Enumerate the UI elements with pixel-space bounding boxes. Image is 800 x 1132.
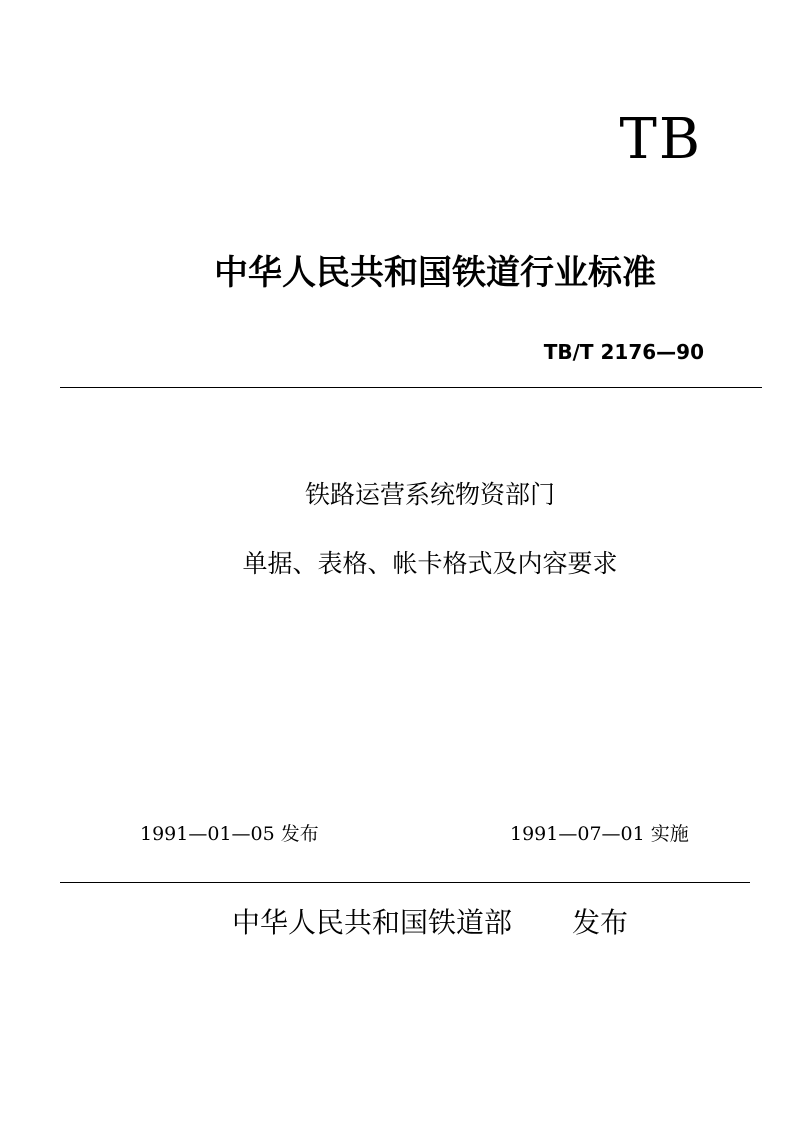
industry-standard-title: 中华人民共和国铁道行业标准 (214, 253, 656, 293)
issue-date: 1991—01—05 发布 (140, 823, 319, 845)
top-divider (60, 387, 762, 388)
document-title-line-1: 铁路运营系统物资部门 (304, 480, 555, 509)
publisher-name: 中华人民共和国铁道部 (232, 906, 513, 939)
implementation-date: 1991—07—01 实施 (510, 823, 689, 845)
standard-number: TB/T 2176—90 (543, 340, 704, 364)
document-title-line-2: 单据、表格、帐卡格式及内容要求 (242, 549, 618, 578)
bottom-divider (60, 882, 750, 883)
tb-logo: TB (619, 107, 702, 172)
publish-label: 发布 (572, 906, 629, 939)
